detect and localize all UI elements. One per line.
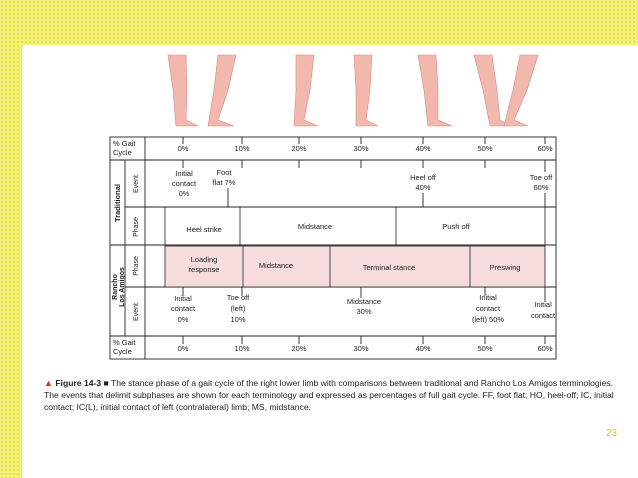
rancho-event-toe-off-3: 10% (230, 315, 246, 324)
rancho-event-icl-3: (left) 50% (471, 315, 505, 324)
top-axis-ticks (178, 144, 553, 153)
bottom-axis-header-line2: Cycle (113, 347, 132, 356)
traditional-events (172, 168, 553, 198)
rancho-phase-midstance: Midstance (258, 261, 294, 270)
rancho-event-label: Event (133, 303, 140, 321)
top-axis-tick-1: 10% (234, 144, 250, 153)
trad-event-heel-off-1: Heel off (410, 173, 436, 182)
trad-event-toe-off-1: Toe off (529, 173, 553, 182)
rancho-event-midstance-2: 30% (356, 307, 372, 316)
rancho-event-ic-2: contact (170, 304, 196, 313)
bottom-axis-tick-6: 60% (537, 344, 553, 353)
bottom-axis-tick-0: 0% (177, 344, 189, 353)
bottom-axis-header (113, 338, 136, 356)
traditional-label: Traditional (113, 184, 122, 222)
leg-silhouette (208, 55, 236, 126)
rancho-event-ic-1: Initial (174, 294, 192, 303)
trad-event-foot-flat-2: flat 7% (212, 178, 236, 187)
top-axis-header-line1: % Gait (113, 139, 136, 148)
trad-phase-push-off: Push off (442, 222, 470, 231)
top-axis-tick-3: 30% (353, 144, 369, 153)
rancho-phase-band (165, 246, 545, 287)
leg-silhouette (504, 55, 538, 126)
top-axis-tick-4: 40% (415, 144, 431, 153)
rancho-phase-label: Phase (133, 256, 140, 276)
rancho-event-midstance-1: Midstance (346, 297, 382, 306)
rancho-event-final-ic-1: Initial (534, 300, 552, 309)
leg-silhouette (294, 55, 318, 126)
bottom-axis-tick-1: 10% (234, 344, 250, 353)
rancho-event-icl-2: contact (475, 304, 501, 313)
traditional-event-label: Event (133, 175, 140, 193)
rancho-phase-preswing: Preswing (489, 263, 521, 272)
top-axis-tick-0: 0% (177, 144, 189, 153)
traditional-phase-dividers (165, 207, 545, 245)
rancho-phase-loading-1: Loading (190, 255, 218, 264)
rancho-event-icl-1: Initial (479, 293, 497, 302)
top-axis-tick-5: 50% (477, 144, 493, 153)
leg-silhouette (168, 55, 198, 126)
trad-event-initial-contact-3: 0% (178, 189, 190, 198)
caption-figure-label: Figure 14-3 ■ (55, 378, 109, 388)
trad-event-foot-flat-1: Foot (216, 168, 232, 177)
trad-phase-midstance: Midstance (297, 222, 333, 231)
trad-event-initial-contact-1: Initial (175, 169, 193, 178)
rancho-event-toe-off-1: Toe off (226, 293, 250, 302)
trad-event-heel-off-2: 40% (415, 183, 431, 192)
bottom-axis-ticks (178, 344, 553, 353)
bottom-axis-tick-3: 30% (353, 344, 369, 353)
leg-silhouettes (168, 55, 538, 126)
figure-caption (44, 377, 614, 413)
caption-text: The stance phase of a gait cycle of the right lower limb with comparisons between traditional and Rancho Los Amigos terminologies. The events that delimit subphases are shown for each terminology and expressed as percentages of full gait cycle. FF, foot flat; HO, heel-off; IC, initial contact; IC(L), initial contact of left (contralateral) limb; MS, midstance. (44, 378, 614, 412)
trad-phase-heel-strike: Heel strike (186, 225, 222, 234)
rancho-event-final-ic-2: contact (530, 311, 556, 320)
page-number: 23 (606, 428, 618, 439)
rancho-events (171, 293, 556, 324)
rancho-event-toe-off-2: (left) (230, 304, 246, 313)
rancho-event-ic-3: 0% (177, 315, 189, 324)
rancho-label-line1: Rancho (112, 274, 119, 300)
top-axis-header (113, 139, 136, 157)
trad-event-initial-contact-2: contact (171, 179, 197, 188)
traditional-phase-label: Phase (133, 217, 140, 237)
top-axis-header-line2: Cycle (113, 148, 132, 157)
traditional-phases (186, 222, 470, 234)
trad-event-toe-off-2: 60% (533, 183, 549, 192)
leg-silhouette (418, 55, 452, 126)
rancho-phase-terminal-stance: Terminal stance (362, 263, 416, 272)
rancho-phase-loading-2: response (188, 265, 220, 274)
rancho-label-line2: Los Amigos (119, 267, 126, 307)
caption-marker-icon: ▲ (44, 378, 53, 388)
bottom-axis-tick-2: 20% (291, 344, 307, 353)
leg-silhouette (354, 55, 378, 126)
top-axis-tick-6: 60% (537, 144, 553, 153)
bottom-axis-tick-4: 40% (415, 344, 431, 353)
top-axis-tick-2: 20% (291, 144, 307, 153)
bottom-axis-tick-5: 50% (477, 344, 493, 353)
leg-silhouette (474, 55, 510, 126)
bottom-axis-header-line1: % Gait (113, 338, 136, 347)
